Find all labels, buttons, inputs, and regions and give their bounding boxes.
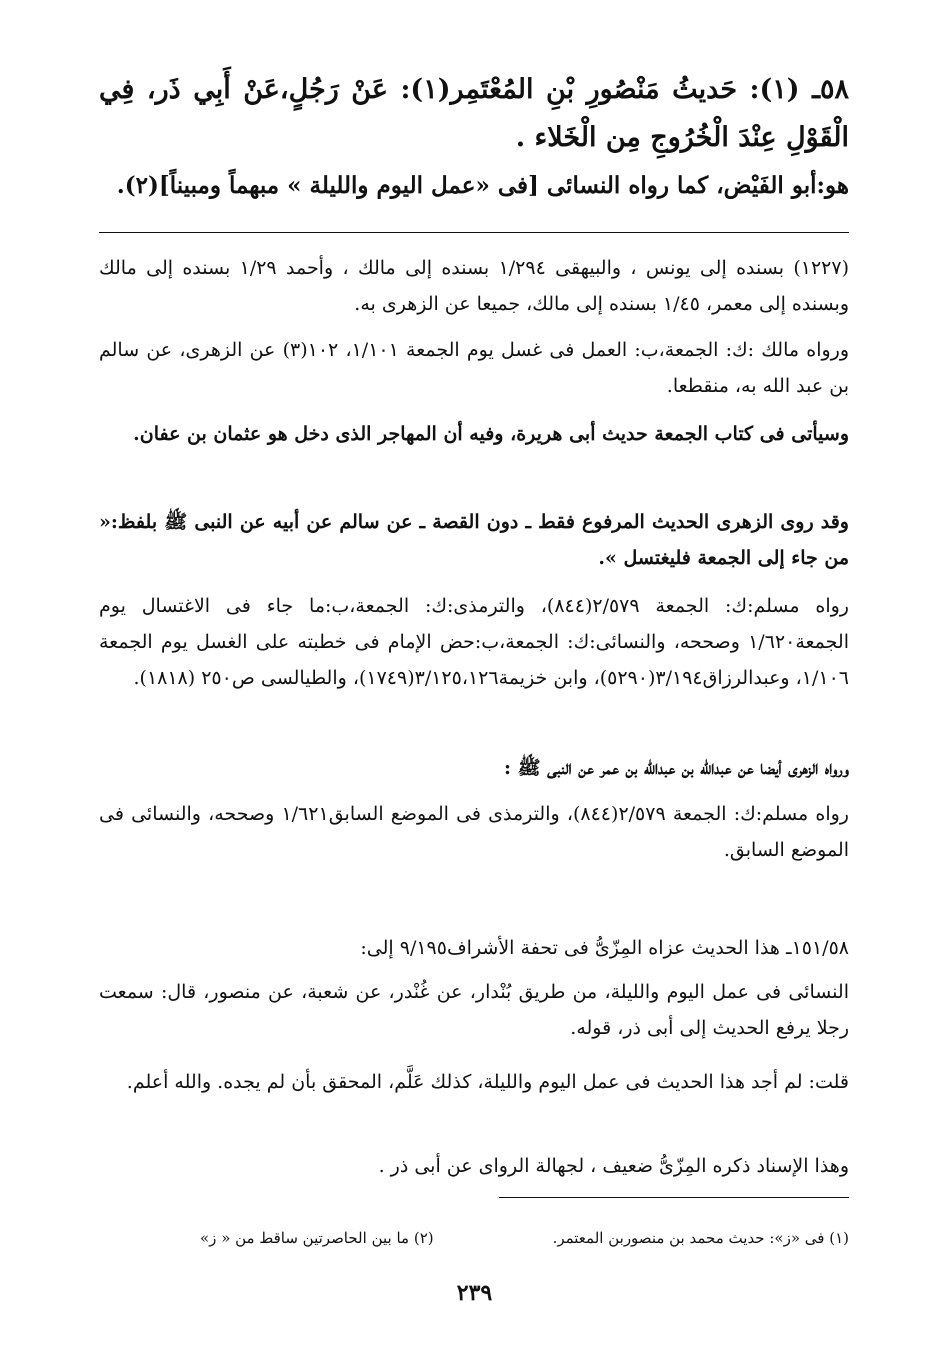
paragraph-mizzi-attribution: ١٥١/٥٨ـ هذا الحديث عزاه المِزّىُّ فى تحفة الأشراف٩/١٩٥ إلى: bbox=[360, 937, 849, 959]
top-divider bbox=[99, 232, 849, 233]
page-number: ٢٣٩ bbox=[456, 1280, 493, 1306]
paragraph-sources: (١٢٢٧) بسنده إلى يونس ، والبيهقى ١/٢٩٤ بسنده إلى مالك ، وأحمد ١/٢٩ بسنده إلى مالك وبسنده إلى معمر، ١/٤٥ بسنده إلى مالك، جميعا عن الزهرى به. bbox=[99, 257, 849, 315]
paragraph-malik: ورواه مالك :ك: الجمعة،ب: العمل فى غسل يوم الجمعة ١/١٠١، ١٠٢(٣) عن الزهرى، عن سالم بن عبد الله به، منقطعا. bbox=[99, 339, 849, 397]
paragraph-zuhri-ibn-umar: ورواه الزهرى أيضا عن عبدالله بن عبدالله بن عمر عن النبى ﷺ : bbox=[503, 757, 849, 779]
hadith-narrator-note: هو:أبو الفَيْض، كما رواه النسائى [فى «عمل اليوم والليلة » مبهماً ومبيناً](٢). bbox=[116, 172, 849, 199]
footnote-2: (٢) ما بين الحاصرتين ساقط من « ز» bbox=[200, 1229, 434, 1247]
paragraph-isnad-weak: وهذا الإسناد ذكره المِزّىُّ ضعيف ، لجهالة الرواى عن أبى ذر . bbox=[378, 1155, 849, 1177]
footnote-divider bbox=[499, 1197, 849, 1198]
paragraph-abu-hurayra: وسيأتى فى كتاب الجمعة حديث أبى هريرة، وفيه أن المهاجر الذى دخل هو عثمان بن عفان. bbox=[133, 423, 849, 445]
paragraph-muslim-tirmidhi: رواه مسلم:ك: الجمعة ٢/٥٧٩(٨٤٤)، والترمذى:ك: الجمعة،ب:ما جاء فى الاغتسال يوم الجمعة١/٦٢٠ وصححه، والنسائى:ك: الجمعة،ب:حض الإمام فى خطبته على الغسل يوم الجمعة ١/١٠٦، وعبدالرزاق٣/١٩٤(٥٢٩٠)، وابن خزيمة٣/١٢٥،١٢٦(١٧٤٩)، والطيالسى ص٢٥٠ (١٨١٨). bbox=[99, 595, 849, 689]
paragraph-nasai-yawm-layla: النسائى فى عمل اليوم والليلة، من طريق بُنْدار، عن غُنْدر، عن شعبة، عن منصور، قال: سمعت رجلا يرفع الحديث إلى أبى ذر، قوله. bbox=[99, 981, 849, 1039]
footnote-1: (١) فى «ز»: حديث محمد بن منصوربن المعتمر. bbox=[552, 1229, 849, 1247]
paragraph-qultu: قلت: لم أجد هذا الحديث فى عمل اليوم والليلة، كذلك عَلَّم، المحقق بأن لم يجده. والله أعلم. bbox=[126, 1071, 849, 1093]
hadith-heading: ٥٨ـ (١): حَديثُ مَنْصُورِ بْنِ المُعْتَمِر(١): عَنْ رَجُلٍ،عَنْ أَبِي ذَر، فِي الْقَوْلِ عِنْدَ الْخُرُوجِ مِن الْخَلاء . bbox=[99, 74, 850, 153]
paragraph-zuhri-marfu: وقد روى الزهرى الحديث المرفوع فقط ـ دون القصة ـ عن سالم عن أبيه عن النبى ﷺ بلفظ:« من جاء إلى الجمعة فليغتسل ». bbox=[99, 511, 849, 569]
paragraph-muslim-second: رواه مسلم:ك: الجمعة ٢/٥٧٩(٨٤٤)، والترمذى فى الموضع السابق١/٦٢١ وصححه، والنسائى فى الموضع السابق. bbox=[99, 803, 849, 861]
